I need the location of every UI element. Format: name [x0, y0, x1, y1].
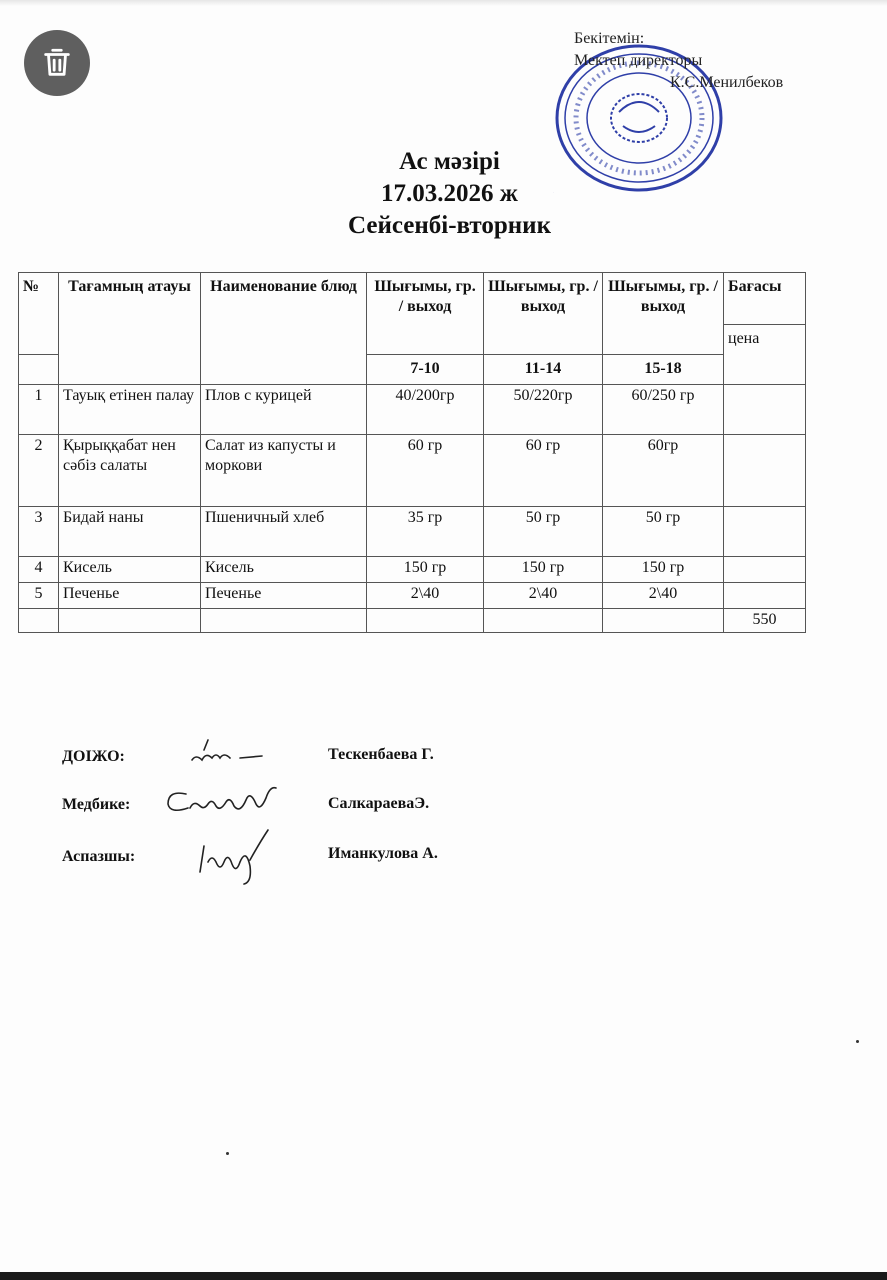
row-name-ru: Пшеничный хлеб [201, 507, 367, 557]
header-output-2: Шығымы, гр. / выход [484, 273, 603, 355]
row-price [724, 385, 806, 435]
approval-block [574, 28, 783, 94]
row-name-ru: Салат из капусты и моркови [201, 435, 367, 507]
menu-table [18, 272, 806, 633]
row-no: 4 [19, 557, 59, 583]
row-output-1: 40/200гр [367, 385, 484, 435]
row-price [724, 583, 806, 609]
row-output-1: 60 гр [367, 435, 484, 507]
empty-cell [19, 609, 59, 633]
row-no: 2 [19, 435, 59, 507]
row-output-1: 35 гр [367, 507, 484, 557]
signature-role-1: ДОІЖО: [62, 748, 125, 765]
signature-role-2: Медбике: [62, 796, 131, 813]
age-range-1: 7-10 [367, 355, 484, 385]
approval-position: Мектеп директоры [574, 52, 703, 69]
approval-director-name: К.С.Менилбеков [670, 74, 784, 91]
row-name-kz: Печенье [59, 583, 201, 609]
row-output-3: 60гр [603, 435, 724, 507]
header-no-empty [19, 355, 59, 385]
row-price [724, 435, 806, 507]
row-output-2: 60 гр [484, 435, 603, 507]
handwritten-signature-3 [190, 822, 280, 894]
trash-icon [40, 46, 74, 80]
header-name-ru: Наименование блюд [201, 273, 367, 385]
signature-name-3: Иманкулова А. [328, 845, 438, 862]
empty-cell [367, 609, 484, 633]
approval-label: Бекітемін: [574, 30, 645, 47]
document-title [0, 146, 887, 242]
table-row [19, 507, 806, 557]
empty-cell [59, 609, 201, 633]
speck [226, 1152, 229, 1155]
row-output-3: 50 гр [603, 507, 724, 557]
row-output-1: 2\40 [367, 583, 484, 609]
total-price: 550 [724, 609, 806, 633]
row-output-3: 2\40 [603, 583, 724, 609]
empty-cell [484, 609, 603, 633]
table-row [19, 385, 806, 435]
row-output-2: 2\40 [484, 583, 603, 609]
row-output-1: 150 гр [367, 557, 484, 583]
table-total-row [19, 609, 806, 633]
age-range-2: 11-14 [484, 355, 603, 385]
row-output-2: 150 гр [484, 557, 603, 583]
empty-cell [603, 609, 724, 633]
title-menu: Ас мәзірі [399, 148, 500, 175]
row-name-ru: Печенье [201, 583, 367, 609]
row-no: 3 [19, 507, 59, 557]
row-price [724, 507, 806, 557]
handwritten-signature-1 [186, 736, 276, 776]
row-output-3: 60/250 гр [603, 385, 724, 435]
header-price-kz: Бағасы [724, 273, 806, 325]
row-output-2: 50 гр [484, 507, 603, 557]
delete-button[interactable] [24, 30, 90, 96]
row-name-kz: Кисель [59, 557, 201, 583]
table-row [19, 435, 806, 507]
row-name-kz: Бидай наны [59, 507, 201, 557]
signature-role-3: Аспазшы: [62, 848, 136, 865]
age-range-3: 15-18 [603, 355, 724, 385]
header-output-3: Шығымы, гр. / выход [603, 273, 724, 355]
row-no: 5 [19, 583, 59, 609]
title-weekday: Сейсенбі-вторник [348, 212, 551, 239]
row-price [724, 557, 806, 583]
signature-name-2: СалкараеваЭ. [328, 795, 430, 812]
row-no: 1 [19, 385, 59, 435]
header-name-kz: Тағамның атауы [59, 273, 201, 385]
row-name-kz: Қырыққабат нен сәбіз салаты [59, 435, 201, 507]
title-date: 17.03.2026 ж [381, 180, 518, 207]
header-price-ru: цена [724, 325, 806, 385]
page-top-edge [0, 0, 887, 6]
row-name-kz: Тауық етінен палау [59, 385, 201, 435]
handwritten-signature-2 [160, 778, 290, 824]
header-no: № [19, 273, 59, 355]
row-output-3: 150 гр [603, 557, 724, 583]
table-row [19, 557, 806, 583]
table-row [19, 583, 806, 609]
row-name-ru: Кисель [201, 557, 367, 583]
signature-name-1: Тескенбаева Г. [328, 746, 434, 763]
row-name-ru: Плов с курицей [201, 385, 367, 435]
speck [856, 1040, 859, 1043]
row-output-2: 50/220гр [484, 385, 603, 435]
empty-cell [201, 609, 367, 633]
bottom-bar [0, 1272, 887, 1280]
header-output-1: Шығымы, гр. / выход [367, 273, 484, 355]
